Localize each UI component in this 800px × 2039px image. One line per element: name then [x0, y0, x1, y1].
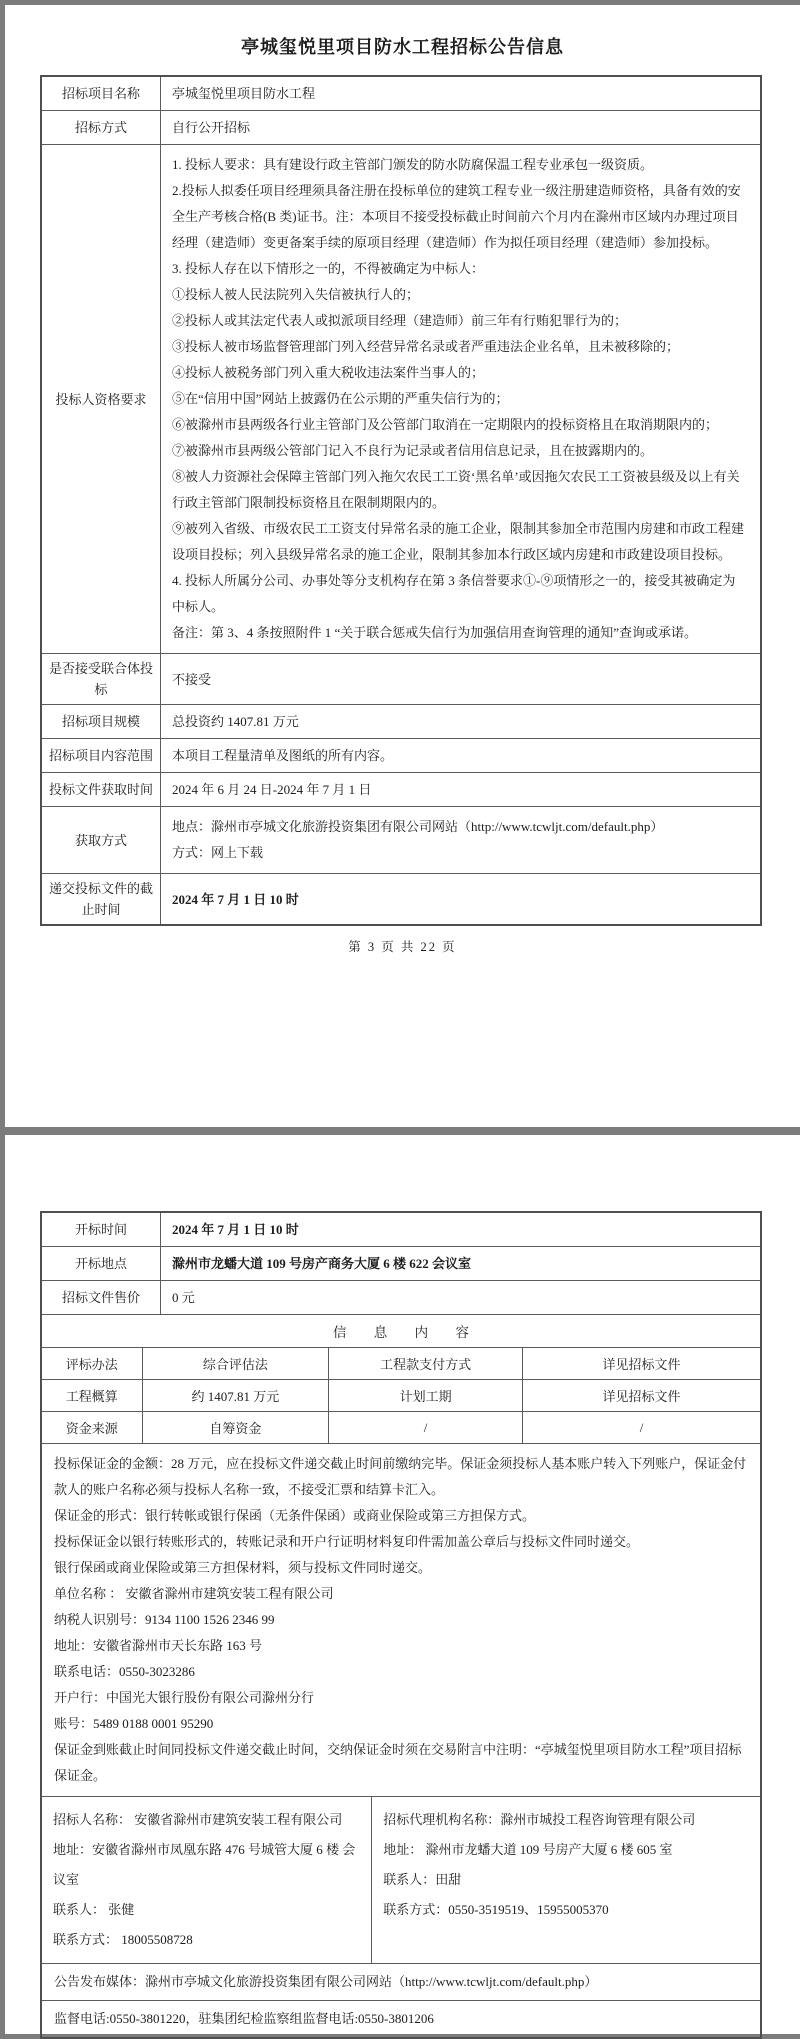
agency-contact-block: [372, 1797, 760, 1963]
grid-cell: 综合评估法: [143, 1348, 330, 1379]
row-label: 招标文件售价: [42, 1281, 161, 1314]
table-row: [42, 704, 760, 738]
tenderer-contact-block: [42, 1797, 372, 1963]
paragraph: 账号：5489 0188 0001 95290: [54, 1716, 214, 1731]
paragraph: 招标人名称： 安徽省滁州市建筑安装工程有限公司: [53, 1812, 343, 1827]
table-row: [42, 77, 760, 110]
table-row: [42, 772, 760, 806]
paragraph: 方式：网上下载: [172, 845, 264, 860]
grid-cell: 评标办法: [42, 1348, 143, 1379]
row-label: 是否接受联合体投标: [42, 654, 161, 704]
grid-cell: 计划工期: [329, 1380, 523, 1411]
paragraph: 单位名称 ： 安徽省滁州市建筑安装工程有限公司: [54, 1586, 334, 1601]
supervision-phone-row: [42, 2000, 760, 2037]
paragraph: 地址：安徽省滁州市天长东路 163 号: [54, 1638, 263, 1653]
row-value: 2024 年 6 月 24 日-2024 年 7 月 1 日: [172, 782, 372, 797]
paragraph: ④投标人被税务部门列入重大税收违法案件当事人的；: [172, 365, 485, 380]
deposit-info-text: [42, 1444, 760, 1796]
row-value: 2024 年 7 月 1 日 10 时: [172, 891, 299, 907]
row-label: 招标项目内容范围: [42, 739, 161, 772]
paragraph: 银行保函或商业保险或第三方担保材料，须与投标文件同时递交。: [54, 1560, 432, 1575]
paragraph: ⑦被滁州市县两级公管部门记入不良行为记录或者信用信息记录，且在披露期内的。: [172, 443, 654, 458]
paragraph: 3. 投标人存在以下情形之一的，不得被确定为中标人：: [172, 261, 485, 276]
row-value: 总投资约 1407.81 万元: [172, 714, 299, 729]
paragraph: ⑥被滁州市县两级各行业主管部门及公管部门取消在一定期限内的投标资格且在取消期限内的；: [172, 417, 719, 432]
row-value: 2024 年 7 月 1 日 10 时: [172, 1222, 299, 1237]
info-content-header-row: [42, 1314, 760, 1347]
row-label: 投标文件获取时间: [42, 773, 161, 806]
row-value: 滁州市龙蟠大道 109 号房产商务大厦 6 楼 622 会议室: [172, 1256, 472, 1271]
paragraph: 开户行：中国光大银行股份有限公司滁州分行: [54, 1690, 315, 1705]
page-number: 第 3 页 共 22 页: [348, 940, 457, 954]
paragraph: ③投标人被市场监督管理部门列入经营异常名录或者严重违法企业名单，且未被移除的；: [172, 339, 680, 354]
page-gap: [5, 1127, 800, 1135]
paragraph: 地址：安徽省滁州市凤凰东路 476 号城管大厦 6 楼 会议室: [53, 1842, 356, 1887]
row-label: 招标方式: [42, 111, 161, 144]
paragraph: 联系电话：0550-3023286: [54, 1664, 195, 1679]
row-value: 0 元: [172, 1290, 195, 1305]
grid-cell: 自筹资金: [143, 1412, 330, 1443]
table-grid-row: [42, 1411, 760, 1443]
paragraph: 地点：滁州市亭城文化旅游投资集团有限公司网站（http://www.tcwljt.com/default.php）: [172, 819, 664, 834]
paragraph: ⑨被列入省级、市级农民工工资支付异常名录的施工企业，限制其参加全市范围内房建和市政工程建设项目投标；列入县级异常名录的施工企业，限制其参加本行政区域内房建和市政建设项目投标。: [172, 521, 745, 562]
row-label: 开标地点: [42, 1247, 161, 1280]
row-value: 本项目工程量清单及图纸的所有内容。: [172, 748, 394, 763]
table-grid-row: [42, 1347, 760, 1379]
bid-info-table: [40, 1211, 762, 2039]
info-content-header: 信 息 内 容: [332, 1325, 482, 1340]
paragraph: 4. 投标人所属分公司、办事处等分支机构存在第 3 条信誉要求①-⑨项情形之一的，接受其被确定为中标人。: [172, 573, 736, 614]
paragraph: ⑧被人力资源社会保障主管部门列入拖欠农民工工资‘黑名单’或因拖欠农民工工资被县级及以上有关行政主管部门限制投标资格且在限制期限内的。: [172, 469, 740, 510]
table-row-qualification: [42, 144, 760, 653]
page-1: [5, 5, 800, 1127]
table-row: [42, 653, 760, 704]
page-title: 亭城玺悦里项目防水工程招标公告信息: [241, 37, 564, 57]
paragraph: 2.投标人拟委任项目经理须具备注册在投标单位的建筑工程专业一级注册建造师资格，具备有效的安全生产考核合格(B 类)证书。注：本项目不接受投标截止时间前六个月内在滁州市区域内办理过项目经理（建造师）变更备案手续的原项目经理（建造师）作为拟任项目经理（建造师）参加投标。: [172, 183, 741, 250]
paragraph: ①投标人被人民法院列入失信被执行人的；: [172, 287, 420, 302]
paragraph: 保证金的形式：银行转帐或银行保函（无条件保函）或商业保险或第三方担保方式。: [54, 1508, 536, 1523]
table-row: [42, 1213, 760, 1246]
row-value: 自行公开招标: [172, 120, 251, 135]
deposit-info-row: [42, 1443, 760, 1796]
paragraph: 招标代理机构名称：滁州市城投工程咨询管理有限公司: [383, 1812, 696, 1827]
table-row: [42, 738, 760, 772]
qualification-requirements-text: [161, 145, 760, 653]
row-label: 投标人资格要求: [42, 145, 161, 653]
paragraph: 投标保证金以银行转账形式的，转账记录和开户行证明材料复印件需加盖公章后与投标文件同时递交。: [54, 1534, 640, 1549]
table-row: [42, 1246, 760, 1280]
row-value: 不接受: [172, 671, 212, 687]
paragraph: 联系方式： 18005508728: [53, 1932, 193, 1947]
table-row-deadline: [42, 873, 760, 924]
acquisition-method-text: [161, 807, 760, 873]
paragraph: 纳税人识别号：9134 1100 1526 2346 99: [54, 1612, 275, 1627]
table-row: [42, 110, 760, 144]
grid-cell: 工程概算: [42, 1380, 143, 1411]
row-label: 招标项目名称: [42, 77, 161, 110]
paragraph: ⑤在“信用中国”网站上披露仍在公示期的严重失信行为的；: [172, 391, 509, 406]
grid-cell: 资金来源: [42, 1412, 143, 1443]
grid-cell: 约 1407.81 万元: [143, 1380, 330, 1411]
row-value: 亭城玺悦里项目防水工程: [172, 86, 316, 101]
row-label: 获取方式: [42, 807, 161, 873]
paragraph: ②投标人或其法定代表人或拟派项目经理（建造师）前三年有行贿犯罪行为的；: [172, 313, 628, 328]
tender-announcement-table: [40, 75, 762, 926]
supervision-phone-text: 监督电话:0550-3801220，驻集团纪检监察组监督电话:0550-3801206: [54, 2011, 434, 2026]
grid-cell: 工程款支付方式: [329, 1348, 523, 1379]
announcement-media-row: [42, 1963, 760, 2000]
page-2: [5, 1135, 800, 2034]
grid-cell: /: [639, 1419, 644, 1435]
table-row: [42, 1280, 760, 1314]
announcement-media-text: 公告发布媒体：滁州市亭城文化旅游投资集团有限公司网站（http://www.tcwljt.com/default.php）: [54, 1974, 598, 1989]
paragraph: 备注：第 3、4 条按照附件 1 “关于联合惩戒失信行为加强信用查询管理的通知”查询或承诺。: [172, 625, 698, 640]
grid-cell: 详见招标文件: [602, 1389, 681, 1404]
row-label: 递交投标文件的截止时间: [42, 874, 161, 924]
paragraph: 1. 投标人要求：具有建设行政主管部门颁发的防水防腐保温工程专业承包一级资质。: [172, 157, 654, 172]
grid-cell: 详见招标文件: [602, 1357, 681, 1372]
paragraph: 联系人：田甜: [383, 1872, 462, 1887]
table-grid-row: [42, 1379, 760, 1411]
paragraph: 地址： 滁州市龙蟠大道 109 号房产大厦 6 楼 605 室: [383, 1842, 673, 1857]
grid-cell: /: [329, 1412, 523, 1443]
row-label: 招标项目规模: [42, 705, 161, 738]
table-row-acquisition: [42, 806, 760, 873]
row-label: 开标时间: [42, 1213, 161, 1246]
paragraph: 投标保证金的金额：28 万元，应在投标文件递交截止时间前缴纳完毕。保证金须投标人基本账户转入下列账户，保证金付款人的账户名称必须与投标人名称一致，不接受汇票和结算卡汇入。: [54, 1456, 747, 1497]
contacts-row: [42, 1796, 760, 1963]
paragraph: 保证金到账截止时间同投标文件递交截止时间，交纳保证金时须在交易附言中注明：“亭城玺悦里项目防水工程”项目招标保证金。: [54, 1742, 742, 1783]
paragraph: 联系人： 张健: [53, 1902, 135, 1917]
paragraph: 联系方式：0550-3519519、15955005370: [383, 1902, 609, 1917]
